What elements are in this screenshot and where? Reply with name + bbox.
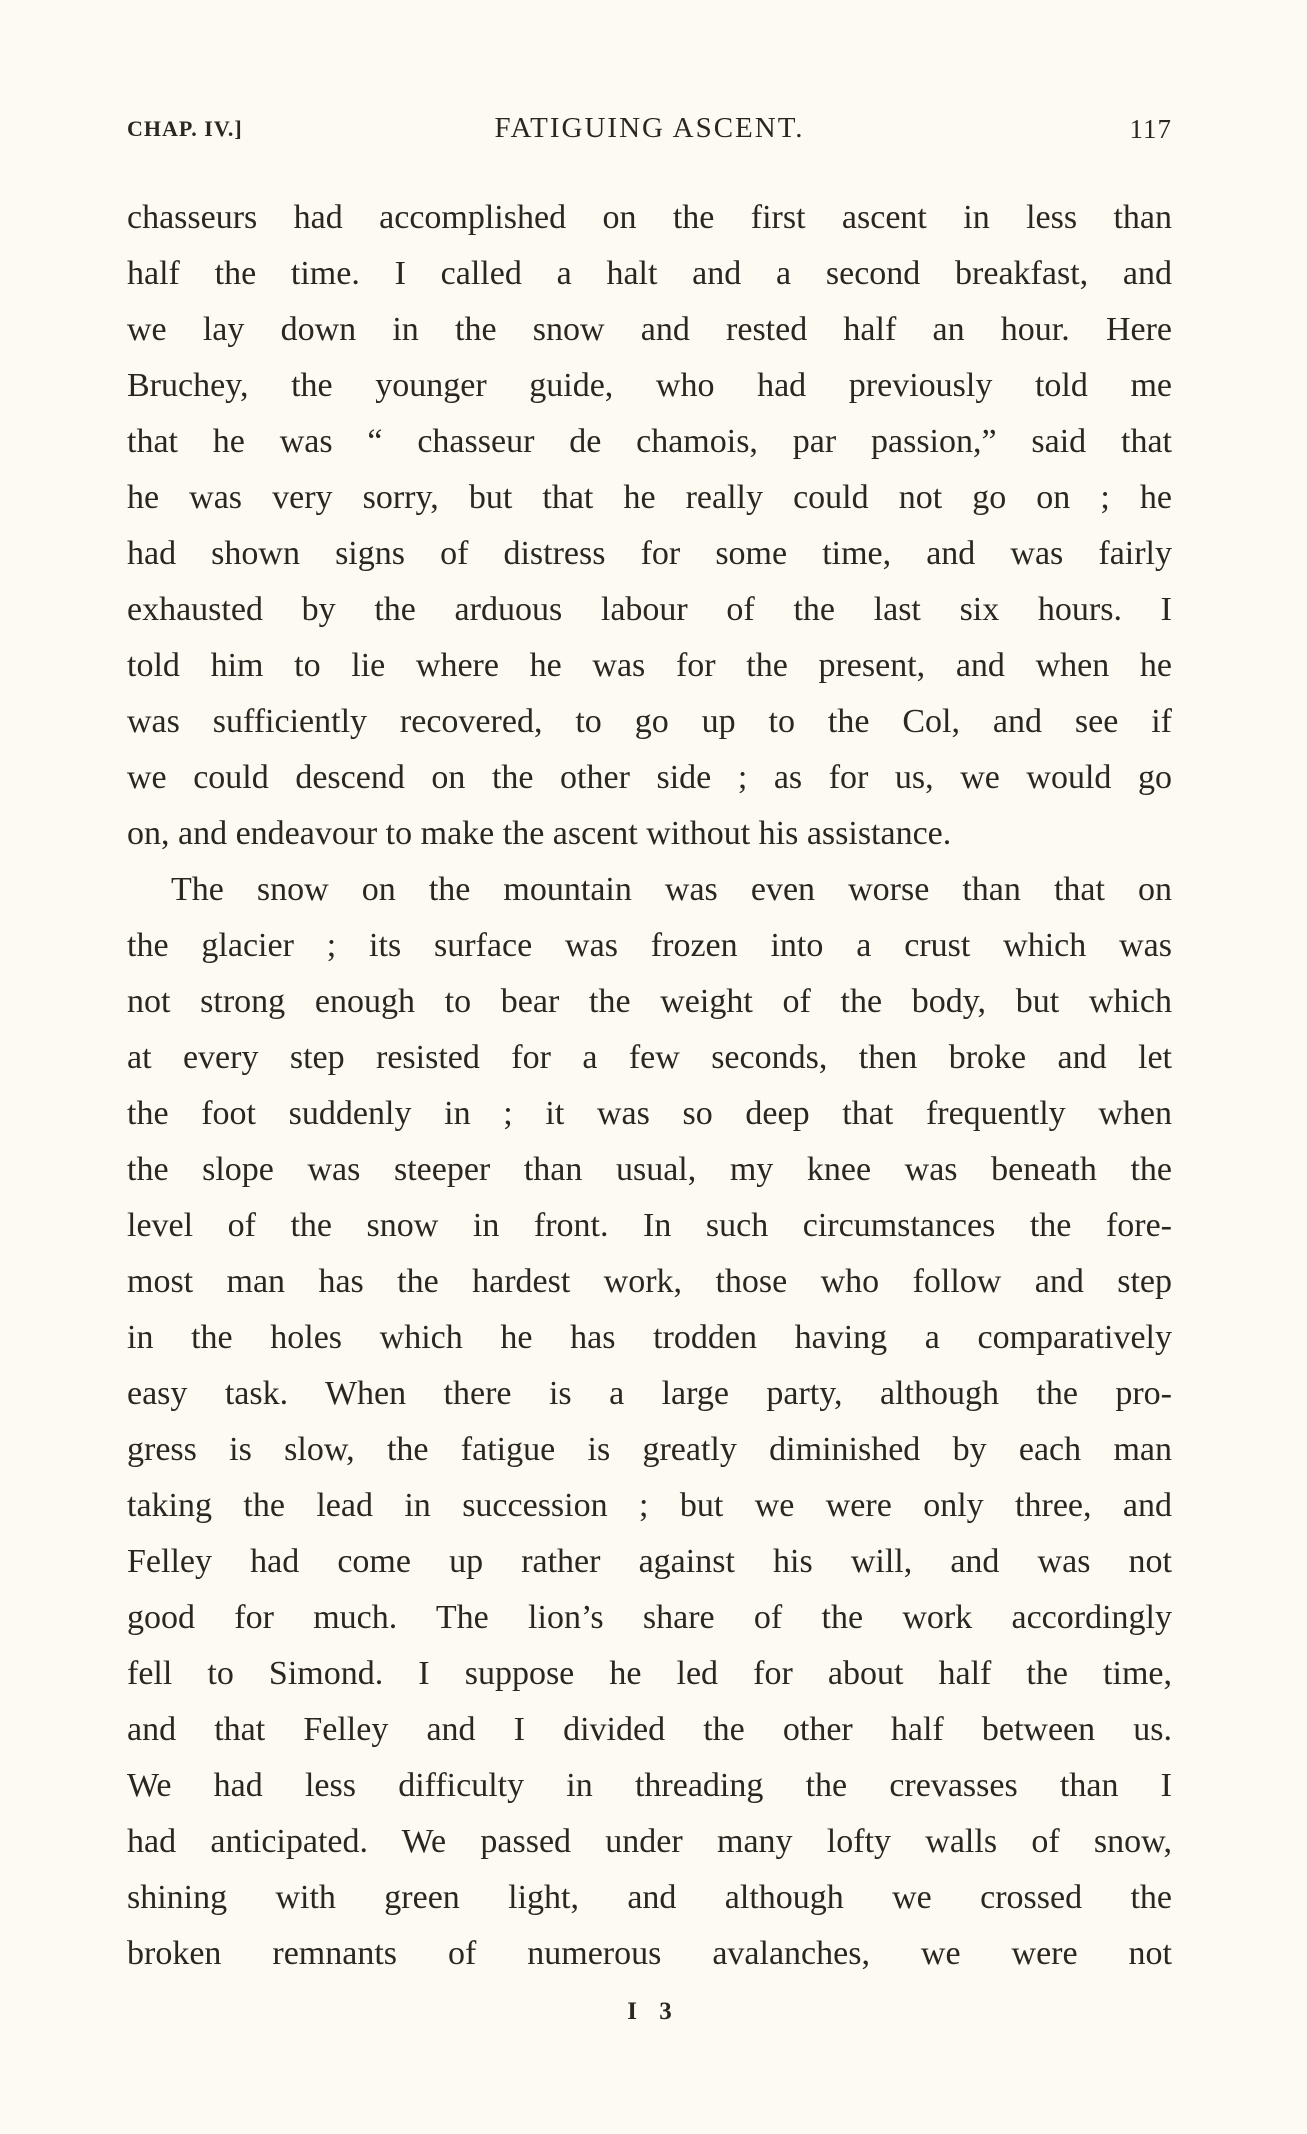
text-line: had shown signs of distress for some time, and was fairly	[127, 535, 1172, 572]
text-line: half the time. I called a halt and a second breakfast, and	[127, 255, 1172, 292]
text-line: Bruchey, the younger guide, who had previously told me	[127, 367, 1172, 404]
text-line: most man has the hardest work, those who follow and step	[127, 1263, 1172, 1300]
page-number: 117	[1129, 114, 1172, 144]
text-line: we lay down in the snow and rested half an hour. Here	[127, 311, 1172, 348]
text-line: fell to Simond. I suppose he led for about half the time,	[127, 1655, 1172, 1692]
text-line: the slope was steeper than usual, my knee was beneath the	[127, 1151, 1172, 1188]
text-line: we could descend on the other side ; as for us, we would go	[127, 759, 1172, 796]
text-line: and that Felley and I divided the other half between us.	[127, 1711, 1172, 1748]
body-text	[127, 190, 1172, 1982]
text-line: exhausted by the arduous labour of the last six hours. I	[127, 591, 1172, 628]
text-line: shining with green light, and although we crossed the	[127, 1879, 1172, 1916]
text-line: The snow on the mountain was even worse than that on	[171, 871, 1172, 908]
text-line: Felley had come up rather against his will, and was not	[127, 1543, 1172, 1580]
text-line: good for much. The lion’s share of the work accordingly	[127, 1599, 1172, 1636]
text-line: taking the lead in succession ; but we were only three, and	[127, 1487, 1172, 1524]
text-line: the glacier ; its surface was frozen into a crust which was	[127, 927, 1172, 964]
text-line: the foot suddenly in ; it was so deep that frequently when	[127, 1095, 1172, 1132]
text-line: that he was “ chasseur de chamois, par passion,” said that	[127, 423, 1172, 460]
page-title: FATIGUING ASCENT.	[494, 112, 805, 144]
text-line: in the holes which he has trodden having a comparatively	[127, 1319, 1172, 1356]
text-line: on, and endeavour to make the ascent without his assistance.	[127, 815, 952, 852]
text-line: gress is slow, the fatigue is greatly diminished by each man	[127, 1431, 1172, 1468]
signature-mark: I 3	[627, 1998, 680, 2025]
text-line: level of the snow in front. In such circumstances the fore-	[127, 1207, 1172, 1244]
text-line: chasseurs had accomplished on the first ascent in less than	[127, 199, 1172, 236]
chapter-label: CHAP. IV.]	[127, 116, 243, 141]
text-line: We had less difficulty in threading the crevasses than I	[127, 1767, 1172, 1804]
text-line: he was very sorry, but that he really could not go on ; he	[127, 479, 1172, 516]
text-line: was sufficiently recovered, to go up to the Col, and see if	[127, 703, 1172, 740]
text-line: easy task. When there is a large party, although the pro-	[127, 1375, 1172, 1412]
text-line: broken remnants of numerous avalanches, we were not	[127, 1935, 1172, 1972]
text-line: at every step resisted for a few seconds, then broke and let	[127, 1039, 1172, 1076]
text-line: told him to lie where he was for the present, and when he	[127, 647, 1172, 684]
running-head	[127, 112, 1172, 152]
text-line: not strong enough to bear the weight of the body, but which	[127, 983, 1172, 1020]
text-line: had anticipated. We passed under many lofty walls of snow,	[127, 1823, 1172, 1860]
